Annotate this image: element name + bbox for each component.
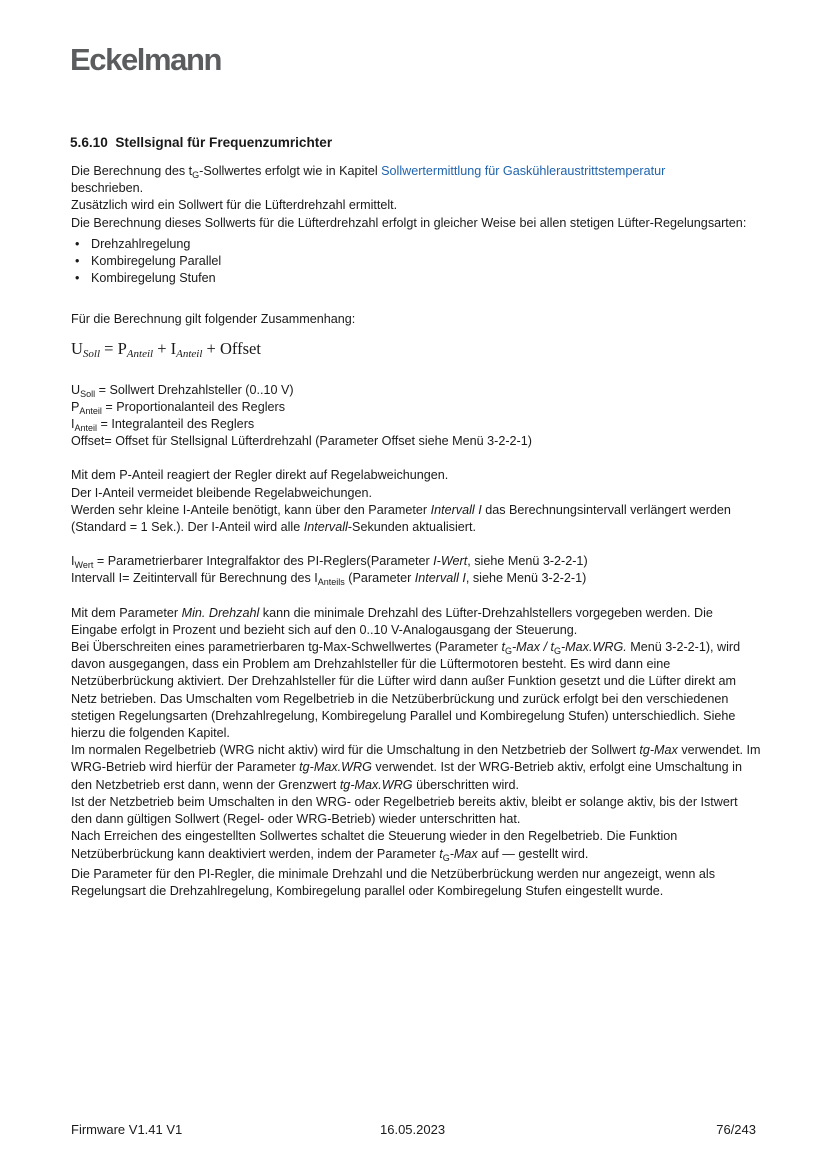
interval-line: Intervall I= Zeitintervall für Berechnung des $I_{Anteils}$ (Parameter Intervall I, siehe Menü 3-2-2-1) xyxy=(71,571,587,588)
iwert-definitions xyxy=(71,553,761,587)
body-paragraph-min-drehzahl: Mit dem Parameter Min. Drehzahl kann die minimale Drehzahl des Lüfter-Drehzahlstellers vorgegeben werden. Die Eingabe erfolgt in Prozent und bezieht sich auf den 0..10 V-Analogausgang der Steuerung. xyxy=(71,605,713,637)
list-item: • Drehzahlregelung xyxy=(71,236,761,253)
list-item: • Kombiregelung Stufen xyxy=(71,270,761,287)
pi-line: Mit dem P-Anteil reagiert der Regler direkt auf Regelabweichungen. xyxy=(71,468,449,483)
intro-line-3: Die Berechnung dieses Sollwerts für die Lüfterdrehzahl erfolgt in gleicher Weise bei allen stetigen Lüfter-Regelungsarten: xyxy=(71,215,747,230)
definition-u: $U_{Soll}$ = Sollwert Drehzahlsteller (0..10 V) xyxy=(71,382,294,399)
section-title: Stellsignal für Frequenzumrichter xyxy=(115,135,333,150)
body-paragraph-anzeige: Die Parameter für den PI-Regler, die minimale Drehzahl und die Netzüberbrückung werden nur angezeigt, wenn als Regelungsart die Drehzahlregelung, Kombiregelung parallel oder Kombiregelung Stufen eingestellt wurde. xyxy=(71,866,716,898)
intro-paragraph: Die Berechnung des $t_G$-Sollwertes erfolgt wie in Kapitel Sollwertermittlung für Gaskühleraustrittstemperatur beschrieben. xyxy=(71,164,666,196)
brand-logo: Eckelmann xyxy=(70,42,222,77)
formula: USoll = PAnteil + IAnteil + Offset xyxy=(71,338,261,360)
formula-intro: Für die Berechnung gilt folgender Zusammenhang: xyxy=(71,312,356,327)
section-heading xyxy=(70,134,332,152)
section-number: 5.6.10 xyxy=(70,135,108,150)
definition-offset: Offset= Offset für Stellsignal Lüfterdrehzahl (Parameter Offset siehe Menü 3-2-2-1) xyxy=(71,434,532,449)
pi-line: Der I-Anteil vermeidet bleibende Regelabweichungen. xyxy=(71,485,373,500)
body-paragraph-netzbetrieb: Ist der Netzbetrieb beim Umschalten in den WRG- oder Regelbetrieb bereits aktiv, bleibt er solange aktiv, bis der Istwert den dann gültigen Sollwert (Regel- oder WRG-Betrieb) wieder unterschritten hat. xyxy=(71,794,738,827)
body-paragraph-regelbetrieb: Im normalen Regelbetrieb (WRG nicht aktiv) wird für die Umschaltung in den Netzbetrieb der Sollwert tg-Max verwendet. Im WRG-Betrieb wird hierfür der Parameter tg-Max.WRG verwendet. Ist der WRG-Betrieb aktiv, erfolgt eine Umschaltung in den Netzbetrieb erst dann, wenn der Grenzwert tg-Max.WRG überschritten wird. xyxy=(71,743,761,792)
body-paragraph-deaktivierung: Nach Erreichen des eingestellten Sollwertes schaltet die Steuerung wieder in den Regelbetrieb. Die Funktion Netzüberbrückung kann deaktiviert werden, indem der Parameter $t_G$-Max auf — gestellt wird. xyxy=(71,829,678,863)
footer-page-number: 76/243 xyxy=(716,1122,756,1137)
footer-date: 16.05.2023 xyxy=(380,1122,446,1137)
definitions xyxy=(71,382,761,451)
regulation-type-list xyxy=(71,236,761,288)
pi-paragraph: Werden sehr kleine I-Anteile benötigt, kann über den Parameter Intervall I das Berechnungsintervall verlängert werden (Standard = 1 Sek.). Der I-Anteil wird alle Intervall-Sekunden aktualisiert. xyxy=(71,502,731,535)
footer-firmware: Firmware V1.41 V1 xyxy=(71,1122,183,1137)
iwert-line: $I_{Wert}$ = Parametrierbarer Integralfaktor des PI-Reglers(Parameter I-Wert, siehe Menü 3-2-2-1) xyxy=(71,554,588,571)
main-body xyxy=(71,605,761,900)
pi-explanation xyxy=(71,467,761,536)
chapter-link[interactable]: Sollwertermittlung für Gaskühleraustrittstemperatur xyxy=(381,164,666,178)
page-content xyxy=(71,163,761,900)
definition-p: $P_{Anteil}$ = Proportionalanteil des Reglers xyxy=(71,399,285,416)
intro-line-2: Zusätzlich wird ein Sollwert für die Lüfterdrehzahl ermittelt. xyxy=(71,198,398,213)
body-paragraph-netzueberbrueckung: Bei Überschreiten eines parametrierbaren tg-Max-Schwellwertes (Parameter $t_G$-Max / $t_G-Max.WRG$. Menü 3-2-2-1), wird davon ausgegangen, dass ein Problem am Drehzahlsteller für die Lüftermotoren besteht. Es wird dann eine Netzüberbrückung aktiviert. Der Drehzahlsteller für die Lüfter wird dann außer Funktion gesetzt und die Lüfter direkt am Netz betrieben. Das Umschalten vom Regelbetrieb in die Netzüberbrückung und zurück erfolgt bei den verschiedenen stetigen Regelungsarten (Drehzahlregelung, Kombiregelung Parallel und Kombiregelung Stufen) unterschiedlich. Siehe hierzu die folgenden Kapitel. xyxy=(71,640,741,741)
definition-i: $I_{Anteil}$ = Integralanteil des Reglers xyxy=(71,417,255,434)
list-item: • Kombiregelung Parallel xyxy=(71,253,761,270)
